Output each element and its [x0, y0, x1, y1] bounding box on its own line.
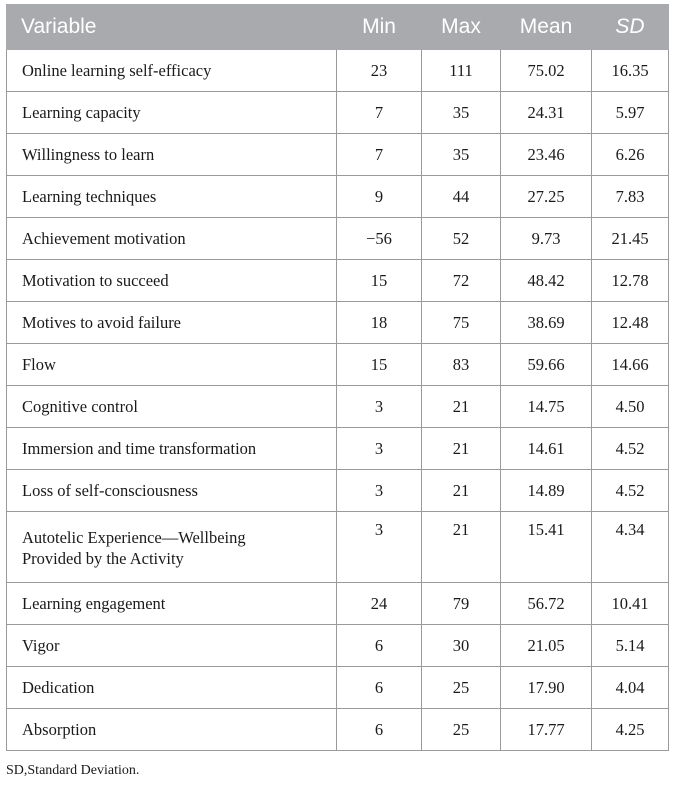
cell-max: 21	[422, 512, 501, 583]
cell-mean: 27.25	[501, 176, 592, 218]
table-row	[7, 218, 669, 260]
cell-max: 44	[422, 176, 501, 218]
cell-sd: 4.52	[592, 470, 669, 512]
cell-sd: 14.66	[592, 344, 669, 386]
cell-variable: Learning engagement	[7, 583, 337, 625]
cell-mean: 15.41	[501, 512, 592, 583]
cell-sd: 5.97	[592, 92, 669, 134]
cell-max: 21	[422, 428, 501, 470]
cell-variable: Willingness to learn	[7, 134, 337, 176]
cell-sd: 4.34	[592, 512, 669, 583]
descriptive-statistics-table	[6, 4, 669, 751]
cell-min: 15	[337, 344, 422, 386]
cell-variable-line-2: Provided by the Activity	[22, 549, 184, 568]
cell-variable: Absorption	[7, 709, 337, 751]
cell-min: 7	[337, 92, 422, 134]
cell-min: 3	[337, 512, 422, 583]
cell-mean: 48.42	[501, 260, 592, 302]
cell-sd: 4.52	[592, 428, 669, 470]
table-row	[7, 625, 669, 667]
cell-mean: 14.75	[501, 386, 592, 428]
cell-sd: 16.35	[592, 50, 669, 92]
table-row	[7, 470, 669, 512]
cell-min: 24	[337, 583, 422, 625]
table-row	[7, 667, 669, 709]
cell-min: 6	[337, 709, 422, 751]
header-row	[7, 5, 669, 50]
table-row	[7, 92, 669, 134]
cell-mean: 14.61	[501, 428, 592, 470]
cell-max: 25	[422, 667, 501, 709]
table-row	[7, 260, 669, 302]
cell-variable: Dedication	[7, 667, 337, 709]
table-row	[7, 512, 669, 583]
cell-variable: Cognitive control	[7, 386, 337, 428]
cell-variable: Immersion and time transformation	[7, 428, 337, 470]
cell-mean: 21.05	[501, 625, 592, 667]
cell-max: 30	[422, 625, 501, 667]
cell-mean: 38.69	[501, 302, 592, 344]
table-row	[7, 50, 669, 92]
cell-max: 79	[422, 583, 501, 625]
cell-variable: Learning capacity	[7, 92, 337, 134]
cell-variable: Motivation to succeed	[7, 260, 337, 302]
cell-mean: 56.72	[501, 583, 592, 625]
cell-min: 7	[337, 134, 422, 176]
table-header	[7, 5, 669, 50]
cell-min: 3	[337, 470, 422, 512]
table-footnote: SD,Standard Deviation.	[6, 763, 140, 778]
cell-sd: 21.45	[592, 218, 669, 260]
cell-min: 3	[337, 428, 422, 470]
cell-variable-line-1: Autotelic Experience—Wellbeing	[22, 528, 246, 547]
table-row	[7, 709, 669, 751]
cell-variable: Online learning self-efficacy	[7, 50, 337, 92]
cell-variable: Vigor	[7, 625, 337, 667]
table-row	[7, 134, 669, 176]
cell-min: 18	[337, 302, 422, 344]
column-header-sd: SD	[592, 5, 669, 50]
cell-mean: 75.02	[501, 50, 592, 92]
cell-max: 21	[422, 470, 501, 512]
cell-sd: 5.14	[592, 625, 669, 667]
table-row	[7, 386, 669, 428]
column-header-variable: Variable	[7, 5, 337, 50]
table-row	[7, 302, 669, 344]
cell-variable	[7, 512, 337, 583]
cell-mean: 24.31	[501, 92, 592, 134]
cell-variable: Loss of self-consciousness	[7, 470, 337, 512]
column-header-mean: Mean	[501, 5, 592, 50]
table-body	[7, 50, 669, 751]
cell-max: 52	[422, 218, 501, 260]
column-header-min: Min	[337, 5, 422, 50]
cell-min: 3	[337, 386, 422, 428]
cell-min: 15	[337, 260, 422, 302]
cell-max: 72	[422, 260, 501, 302]
cell-min: 9	[337, 176, 422, 218]
cell-mean: 14.89	[501, 470, 592, 512]
cell-max: 25	[422, 709, 501, 751]
cell-max: 35	[422, 134, 501, 176]
table-row	[7, 344, 669, 386]
cell-max: 21	[422, 386, 501, 428]
cell-sd: 12.78	[592, 260, 669, 302]
cell-mean: 9.73	[501, 218, 592, 260]
cell-variable: Achievement motivation	[7, 218, 337, 260]
cell-mean: 59.66	[501, 344, 592, 386]
cell-min: −56	[337, 218, 422, 260]
cell-mean: 17.90	[501, 667, 592, 709]
cell-sd: 4.04	[592, 667, 669, 709]
table-row	[7, 583, 669, 625]
column-header-max: Max	[422, 5, 501, 50]
table-row	[7, 428, 669, 470]
cell-sd: 6.26	[592, 134, 669, 176]
cell-min: 23	[337, 50, 422, 92]
cell-variable: Flow	[7, 344, 337, 386]
table-row	[7, 176, 669, 218]
cell-max: 35	[422, 92, 501, 134]
cell-sd: 4.25	[592, 709, 669, 751]
cell-min: 6	[337, 667, 422, 709]
cell-mean: 23.46	[501, 134, 592, 176]
cell-max: 75	[422, 302, 501, 344]
cell-variable: Learning techniques	[7, 176, 337, 218]
cell-sd: 12.48	[592, 302, 669, 344]
cell-mean: 17.77	[501, 709, 592, 751]
cell-sd: 4.50	[592, 386, 669, 428]
cell-min: 6	[337, 625, 422, 667]
cell-max: 111	[422, 50, 501, 92]
cell-variable: Motives to avoid failure	[7, 302, 337, 344]
cell-sd: 10.41	[592, 583, 669, 625]
cell-max: 83	[422, 344, 501, 386]
cell-sd: 7.83	[592, 176, 669, 218]
